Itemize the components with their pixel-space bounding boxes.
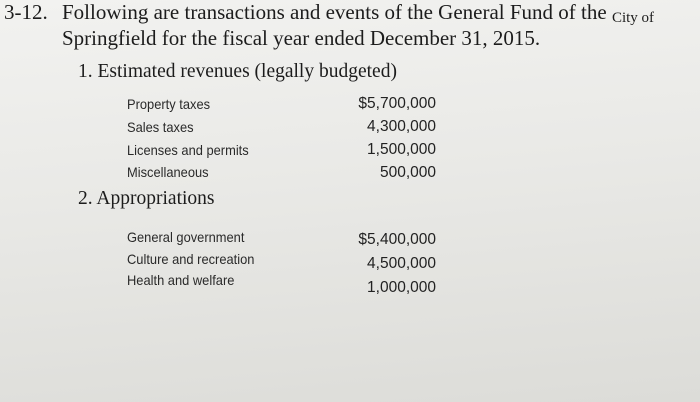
row-label: Licenses and permits: [127, 142, 249, 158]
problem-heading-tail: City of: [611, 10, 655, 26]
row-label: Health and welfare: [127, 272, 235, 288]
row-value: $5,700,000: [358, 95, 436, 112]
row-label: Culture and recreation: [127, 251, 255, 267]
problem-heading-line-1: [62, 0, 654, 25]
row-value: 1,500,000: [367, 141, 436, 158]
row-label: Sales taxes: [127, 119, 194, 135]
problem-number: 3-12.: [4, 0, 48, 24]
row-value: 4,300,000: [367, 118, 436, 135]
problem-heading-text: Following are transactions and events of the General Fund of the: [62, 0, 607, 24]
item-heading-appropriations: 2. Appropriations: [78, 188, 215, 209]
row-value: 4,500,000: [367, 255, 436, 272]
row-value: $5,400,000: [358, 231, 436, 248]
row-value: 1,000,000: [367, 279, 436, 296]
row-value: 500,000: [379, 164, 436, 181]
row-label: Miscellaneous: [127, 164, 209, 180]
item-heading-estimated-revenues: 1. Estimated revenues (legally budgeted): [78, 61, 397, 82]
problem-heading-line-2: Springfield for the fiscal year ended December 31, 2015.: [62, 26, 541, 50]
row-label: General government: [127, 229, 245, 245]
row-label: Property taxes: [127, 96, 211, 112]
